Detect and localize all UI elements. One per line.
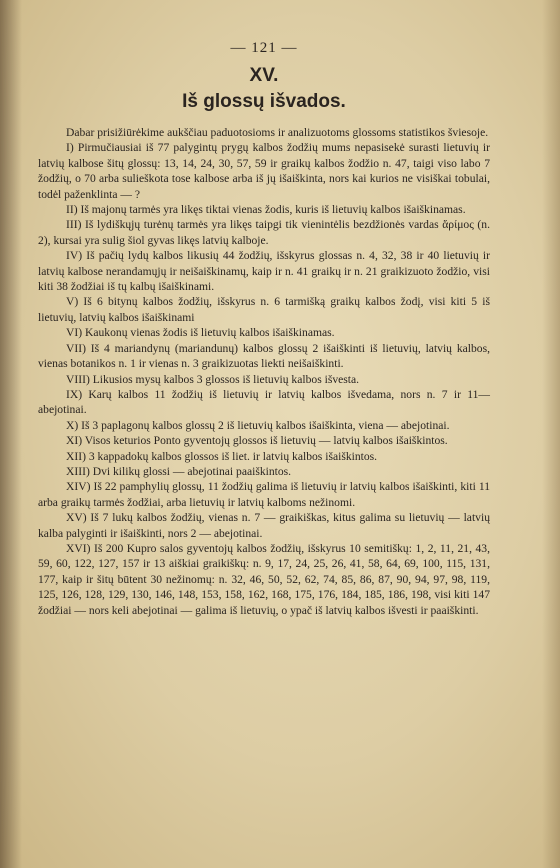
binding-shadow [0, 0, 22, 868]
paragraph: XI) Visos keturios Ponto gyventojų glossos iš lietuvių — latvių kalbos išaiškintos. [66, 434, 448, 448]
paragraph: XII) 3 kappadokų kalbos glossos iš liet. ir latvių kalbos išaiškintos. [66, 449, 378, 463]
paragraph: XV) Iš 7 lukų kalbos žodžių, vienas n. 7 — graikiškas, kitus galima su lietuvių — latvių kalba palyginti ir išaiškinti, nors 2 — abejotinai. [38, 511, 490, 540]
paragraph: XVI) Iš 200 Kupro salos gyventojų kalbos žodžių, išskyrus 10 semitiškų: 1, 2, 11, 21, 43, 59, 60, 122, 127, 157 ir 13 aiškiai graikiškų: n. 9, 17, 24, 25, 26, 41, 58, 64, 69, 100, 115, 131, 177, kaip ir šitų būtent 30 nežinomų: n. 32, 46, 50, 52, 62, 74, 85, 86, 87, 90, 94, 97, 98, 119, 125, 126, 128, 129, 130, 146, 148, 153, 158, 162, 168, 175, 176, 184, 185, 186, 198, visi kiti 147 žodžiai — nors keli abejotinai — galima iš lietuvių, o ypač iš latvių kalbos išvesti ir paaiškinti. [38, 541, 490, 617]
chapter-title: Iš glossų išvados. [182, 91, 346, 112]
paragraph: VII) Iš 4 mariandynų (mariandunų) kalbos glossų 2 išaiškinti iš lietuvių, latvių kalbos, vienas botanikos n. 1 ir vienas n. 3 graikizuotas liekti neišaiškinti. [38, 341, 490, 371]
paragraph: IX) Karų kalbos 11 žodžių iš lietuvių ir latvių kalbos išvedama, nors n. 7 ir 11— abejotinai. [38, 387, 490, 417]
paragraph: VI) Kaukonų vienas žodis iš lietuvių kalbos išaiškinamas. [66, 326, 335, 340]
chapter-number: XV. [249, 65, 279, 86]
paragraph: V) Iš 6 bitynų kalbos žodžių, išskyrus n. 6 tarmišką graikų kalbos žodį, visi kiti 5 iš lietuvių, latvių kalbos išaiškinami [38, 295, 490, 324]
paragraph: X) Iš 3 paplagonų kalbos glossų 2 iš lietuvių kalbos išaiškinta, viena — abejotinai. [66, 418, 450, 432]
page-number: — 121 — [230, 40, 298, 56]
paragraph: VIII) Likusios mysų kalbos 3 glossos iš lietuvių kalbos išvesta. [66, 372, 360, 386]
paragraph: II) Iš majonų tarmės yra likęs tiktai vienas žodis, kuris iš lietuvių kalbos išaiškinamas. [66, 203, 466, 217]
body-text [38, 125, 490, 618]
paragraph: III) Iš lydiškųjų turėnų tarmės yra likęs taipgi tik vienintėlis bezdžionės vardas ἄρίμος (n. 2), kursai yra sulig šiol gyvas likęs latvių kalboje. [38, 218, 490, 247]
paragraph: I) Pirmučiausiai iš 77 palygintų prygų kalbos žodžių mums nepasisekė surasti lietuvių ir latvių kalbose šitų glossų: 13, 14, 24, 30, 57, 59 ir graikų kalbos žodžio n. 47, taigi viso labo 7 žodžių, o 70 arba sulieškota tose kalbose arba iš jų išaiškinta, nors kai kurios ne visiškai tobulai, todėl paženklinta — ? [38, 141, 490, 201]
paragraph: Dabar prisižiūrėkime aukščiau paduotosioms ir analizuotoms glossoms statistikos šviesoje. [66, 126, 489, 139]
page-edge-shade [542, 0, 560, 868]
paragraph: XIII) Dvi kilikų glossi — abejotinai paaiškintos. [66, 464, 292, 478]
paragraph: IV) Iš pačių lydų kalbos likusių 44 žodžių, išskyrus glossas n. 4, 32, 38 ir 40 lietuvių ir latvių kalbose nerandamųjų ir neišaiškinamų, kaip ir n. 41 graikų ir n. 21 graikizuoto žodžio, visi kiti 38 žodžiai iš tų kalbų išaiškinami. [38, 249, 490, 294]
paragraph: XIV) Iš 22 pamphylių glossų, 11 žodžių galima iš lietuvių ir latvių kalbos išaiškinti, kiti 11 arba graikų tarmės žodžiai, arba lietuvių ir latvių kalboms nežinomi. [38, 480, 490, 509]
